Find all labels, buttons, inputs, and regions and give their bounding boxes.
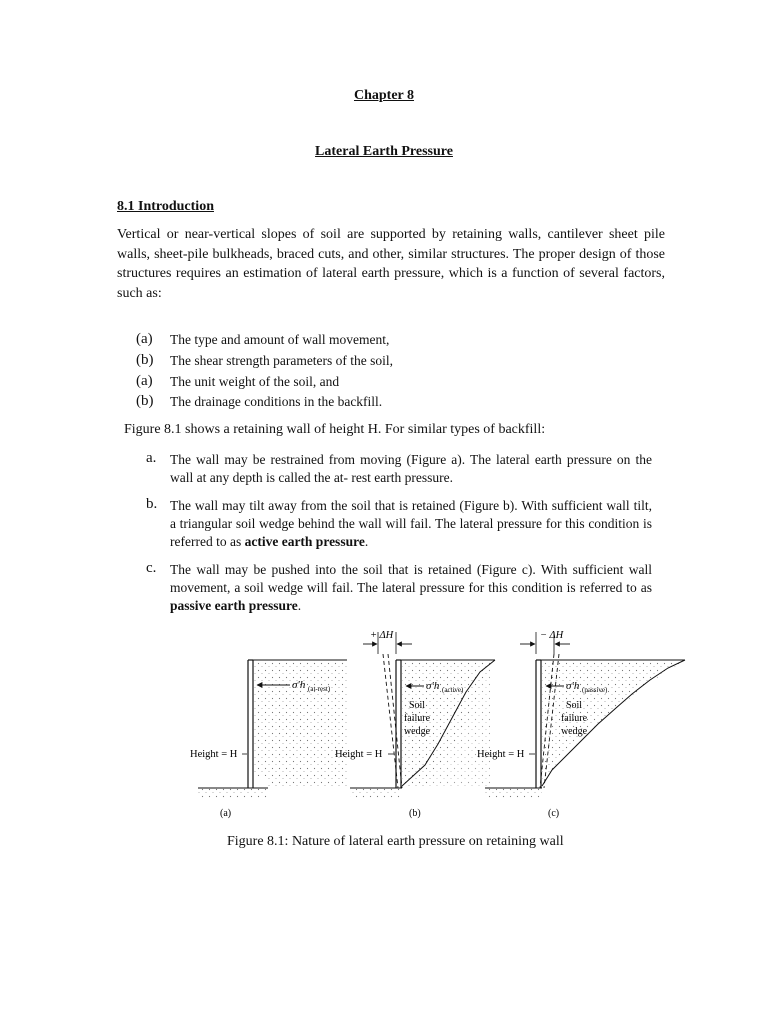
figure-caption: Figure 8.1: Nature of lateral earth pressure on retaining wall bbox=[227, 834, 564, 849]
factor-text: The unit weight of the soil, and bbox=[170, 374, 340, 389]
sigma-label: σ′h bbox=[292, 679, 306, 691]
foundation-soil bbox=[485, 788, 542, 798]
case-text: The wall may be pushed into the soil that is retained (Figure c). With sufficient wall movement, a soil wedge will fail. The lateral pressure for this condition is referred to as bbox=[170, 562, 652, 595]
factor-text: The type and amount of wall movement, bbox=[170, 332, 390, 347]
sigma-label: σ′h bbox=[426, 680, 440, 692]
backfill-soil bbox=[542, 660, 685, 788]
case-label: c. bbox=[146, 560, 157, 576]
displacement-label: + ΔH bbox=[370, 630, 394, 641]
case-label: a. bbox=[146, 450, 157, 466]
factor-label: (a) bbox=[136, 331, 153, 347]
height-label: Height = H bbox=[190, 749, 238, 760]
wedge-label-line: Soil bbox=[408, 700, 426, 711]
case-text: The wall may tilt away from the soil that is retained (Figure b). With sufficient wall tilt, a triangular soil wedge behind the wall will fail. The lateral pressure for this condition is referred to as bbox=[170, 498, 652, 549]
section-heading: 8.1 Introduction bbox=[117, 199, 214, 214]
panel-at-rest bbox=[190, 660, 347, 819]
factor-label: (b) bbox=[136, 393, 154, 409]
panel-label: (a) bbox=[220, 808, 232, 819]
height-label: Height = H bbox=[335, 749, 383, 760]
case-after: . bbox=[364, 533, 369, 549]
chapter-heading: Chapter 8 bbox=[353, 88, 415, 103]
foundation-soil bbox=[198, 788, 268, 798]
intro-paragraph: Vertical or near-vertical slopes of soil are supported by retaining walls, cantilever sheet pile walls, sheet-pile bulkheads, braced cuts, and other, similar structures. The proper design of those structures requires an estimation of lateral earth pressure, which is a function of several factors, such as: bbox=[117, 227, 665, 302]
factor-text: The shear strength parameters of the soil, bbox=[170, 353, 394, 368]
retaining-wall-figure bbox=[180, 620, 690, 830]
wedge-label-line: wedge bbox=[560, 726, 588, 737]
height-label: Height = H bbox=[477, 749, 525, 760]
factor-label: (b) bbox=[136, 352, 154, 368]
panel-label: (c) bbox=[548, 808, 560, 819]
case-label: b. bbox=[146, 496, 158, 512]
sigma-subscript: (passive) bbox=[582, 686, 608, 694]
sigma-subscript: (at-rest) bbox=[308, 685, 331, 693]
case-after: . bbox=[297, 597, 302, 613]
case-bold: active earth pressure bbox=[244, 533, 365, 549]
foundation-soil bbox=[350, 788, 400, 798]
sigma-label: σ′h bbox=[566, 680, 580, 692]
displacement-label: − ΔH bbox=[540, 630, 564, 641]
wedge-label-line: failure bbox=[560, 713, 588, 724]
panel-passive bbox=[477, 630, 685, 819]
factor-text: The drainage conditions in the backfill. bbox=[170, 394, 383, 409]
case-text: The wall may be restrained from moving (Figure a). The lateral earth pressure on the wall at any depth is called the at- rest earth pressure. bbox=[170, 452, 652, 485]
wedge-label-line: failure bbox=[403, 713, 431, 724]
wedge-label-line: Soil bbox=[565, 700, 583, 711]
panel-label: (b) bbox=[409, 808, 421, 819]
sigma-subscript: (active) bbox=[442, 686, 464, 694]
case-bold: passive earth pressure bbox=[170, 597, 298, 613]
factor-label: (a) bbox=[136, 373, 153, 389]
case-c bbox=[170, 561, 652, 614]
case-b bbox=[170, 497, 652, 550]
page-title: Lateral Earth Pressure bbox=[315, 144, 453, 159]
panel-active bbox=[335, 630, 495, 819]
wedge-label-line: wedge bbox=[403, 726, 431, 737]
case-a bbox=[170, 451, 652, 487]
figure-intro: Figure 8.1 shows a retaining wall of height H. For similar types of backfill: bbox=[124, 422, 546, 437]
